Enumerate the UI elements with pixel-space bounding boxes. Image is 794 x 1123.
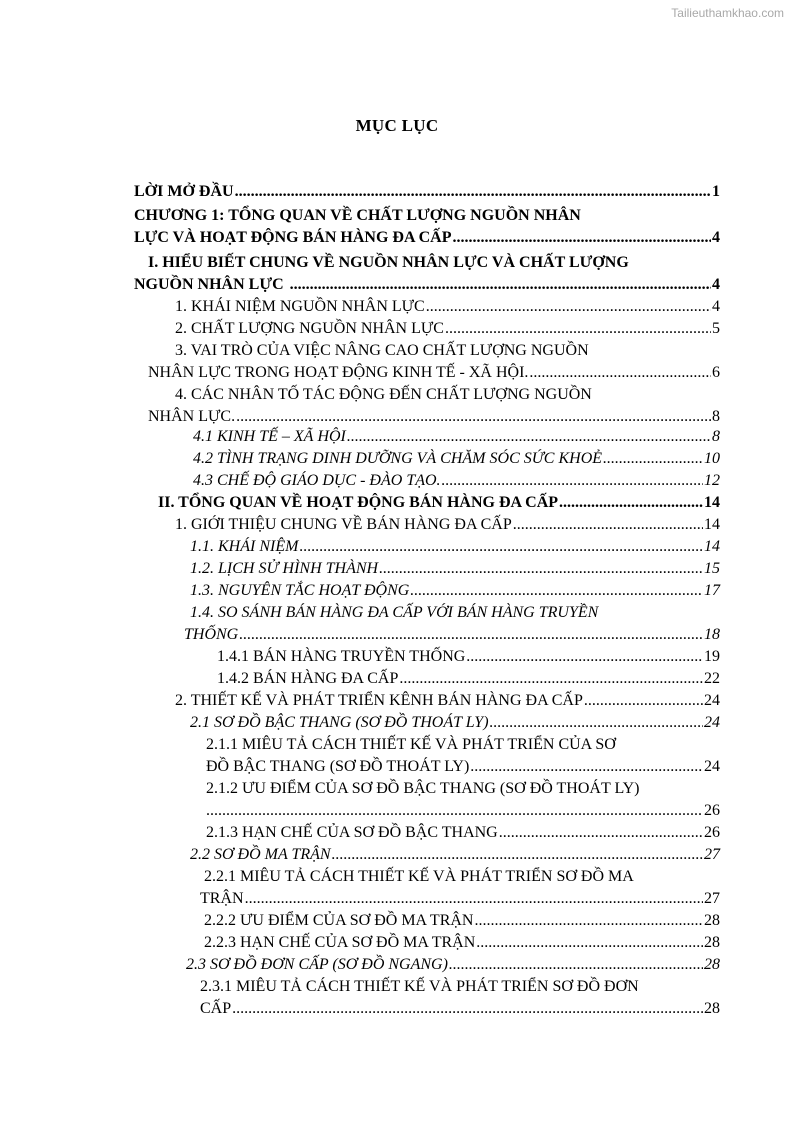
toc-entry-title: 2. CHẤT LƯỢNG NGUỒN NHÂN LỰC bbox=[175, 320, 444, 337]
toc-entry[interactable] bbox=[175, 514, 720, 536]
toc-entry-title: 2.1 SƠ ĐỒ BẬC THANG (SƠ ĐỒ THOÁT LY) bbox=[190, 714, 489, 731]
toc-entry-title: 4.1 KINH TẾ – XÃ HỘI bbox=[193, 428, 346, 445]
toc-entry-title: 1.1. KHÁI NIỆM bbox=[190, 538, 299, 555]
toc-entry[interactable] bbox=[193, 470, 720, 492]
toc-entry-title-cont: CẤP bbox=[200, 1000, 232, 1017]
toc-page-number: 24 bbox=[704, 714, 720, 731]
toc-page-number: 27 bbox=[704, 890, 720, 907]
toc-entry-title-cont: ĐỒ BẬC THANG (SƠ ĐỒ THOÁT LY) bbox=[206, 758, 470, 775]
toc-entry-title: 1.3. NGUYÊN TẮC HOẠT ĐỘNG bbox=[190, 582, 410, 599]
toc-page-number: 4 bbox=[712, 229, 720, 246]
toc-page-number: 14 bbox=[704, 516, 720, 533]
toc-entry-title: II. TỔNG QUAN VỀ HOẠT ĐỘNG BÁN HÀNG ĐA CẤP bbox=[158, 494, 559, 511]
toc-page-number: 26 bbox=[704, 824, 720, 841]
watermark: Tailieuthamkhao.com bbox=[671, 6, 784, 20]
toc-page-number: 8 bbox=[712, 408, 720, 425]
toc-entry-title-cont: THỐNG bbox=[184, 626, 239, 643]
toc-entry[interactable] bbox=[175, 318, 720, 340]
toc-page-number: 22 bbox=[704, 670, 720, 687]
toc-entry[interactable] bbox=[217, 668, 720, 690]
toc-page-number: 15 bbox=[704, 560, 720, 577]
toc-page-number: 26 bbox=[704, 802, 720, 819]
toc-entry-title: CHƯƠNG 1: TỔNG QUAN VỀ CHẤT LƯỢNG NGUỒN NHÂN bbox=[134, 207, 581, 224]
toc-entry-title: 2.2.1 MIÊU TẢ CÁCH THIẾT KẾ VÀ PHÁT TRIỂN SƠ ĐỒ MA bbox=[204, 868, 634, 885]
toc-entry[interactable] bbox=[190, 712, 720, 734]
toc-page-number: 4 bbox=[712, 276, 720, 293]
toc-entry[interactable] bbox=[134, 181, 720, 203]
toc-entry[interactable] bbox=[175, 690, 720, 712]
toc-entry-title: 1.4. SO SÁNH BÁN HÀNG ĐA CẤP VỚI BÁN HÀNG TRUYỀN bbox=[190, 604, 599, 621]
toc-entry-title: 2.2.3 HẠN CHẾ CỦA SƠ ĐỒ MA TRẬN bbox=[204, 934, 476, 951]
toc-entry[interactable] bbox=[134, 205, 720, 249]
toc-entry-title: 1. KHÁI NIỆM NGUỒN NHÂN LỰC bbox=[175, 298, 425, 315]
toc-page-number: 28 bbox=[704, 934, 720, 951]
toc-page-number: 27 bbox=[704, 846, 720, 863]
toc-entry[interactable] bbox=[193, 426, 720, 448]
toc-entry[interactable] bbox=[206, 778, 720, 822]
toc-page-number: 4 bbox=[712, 298, 720, 315]
toc-entry[interactable] bbox=[204, 932, 720, 954]
toc-entry[interactable] bbox=[190, 558, 720, 580]
toc-page-number: 18 bbox=[704, 626, 720, 643]
toc-entry-title: 2.1.1 MIÊU TẢ CÁCH THIẾT KẾ VÀ PHÁT TRIỂN CỦA SƠ bbox=[206, 736, 616, 753]
toc-entry[interactable] bbox=[134, 252, 720, 296]
toc-entry-title: 2.2.2 ƯU ĐIỂM CỦA SƠ ĐỒ MA TRẬN bbox=[204, 912, 474, 929]
toc-page-number: 28 bbox=[704, 912, 720, 929]
toc-entry[interactable] bbox=[204, 910, 720, 932]
toc-entry[interactable] bbox=[193, 448, 720, 470]
toc-entry-title: 2.1.2 ƯU ĐIỂM CỦA SƠ ĐỒ BẬC THANG (SƠ ĐỒ THOÁT LY) bbox=[206, 780, 640, 797]
toc-page-number: 1 bbox=[712, 183, 720, 200]
toc-entry[interactable] bbox=[206, 734, 720, 778]
toc-entry-title-cont: NGUỒN NHÂN LỰC bbox=[134, 276, 284, 293]
toc-entry-title-cont: NHÂN LỰC. bbox=[148, 408, 236, 425]
toc-entry-title: 1.4.2 BÁN HÀNG ĐA CẤP bbox=[217, 670, 399, 687]
toc-page-number: 28 bbox=[704, 1000, 720, 1017]
toc-entry-title: 1. GIỚI THIỆU CHUNG VỀ BÁN HÀNG ĐA CẤP bbox=[175, 516, 512, 533]
toc-page-number: 19 bbox=[704, 648, 720, 665]
toc-entry[interactable] bbox=[206, 822, 720, 844]
toc-page-number: 12 bbox=[704, 472, 720, 489]
toc-entry-title: 2.3 SƠ ĐỒ ĐƠN CẤP (SƠ ĐỒ NGANG) bbox=[186, 956, 448, 973]
toc-entry-title: 2.1.3 HẠN CHẾ CỦA SƠ ĐỒ BẬC THANG bbox=[206, 824, 498, 841]
toc-entry-title: LỜI MỞ ĐẦU bbox=[134, 183, 234, 200]
toc-entry-title: I. HIỂU BIẾT CHUNG VỀ NGUỒN NHÂN LỰC VÀ CHẤT LƯỢNG bbox=[148, 254, 629, 271]
toc-entry-title: 4. CÁC NHÂN TỐ TÁC ĐỘNG ĐẾN CHẤT LƯỢNG NGUỒN bbox=[175, 386, 592, 403]
toc-entry-title: 1.4.1 BÁN HÀNG TRUYỀN THỐNG bbox=[217, 648, 466, 665]
toc-page-number: 14 bbox=[704, 494, 720, 511]
toc-entry-title-cont: TRẬN bbox=[200, 890, 244, 907]
toc-entry-title: 3. VAI TRÒ CỦA VIỆC NÂNG CAO CHẤT LƯỢNG NGUỒN bbox=[175, 342, 589, 359]
toc-page-number: 6 bbox=[712, 364, 720, 381]
toc-entry-title: 2.2 SƠ ĐỒ MA TRẬN bbox=[190, 846, 331, 863]
toc-page-number: 24 bbox=[704, 692, 720, 709]
toc-entry[interactable] bbox=[158, 492, 720, 514]
toc-page-number: 17 bbox=[704, 582, 720, 599]
toc-page-number: 28 bbox=[704, 956, 720, 973]
toc-entry[interactable] bbox=[175, 296, 720, 318]
toc-entry[interactable] bbox=[200, 976, 720, 1020]
toc-entry-title: 2.3.1 MIÊU TẢ CÁCH THIẾT KẾ VÀ PHÁT TRIỂN SƠ ĐỒ ĐƠN bbox=[200, 978, 639, 995]
toc-page-number: 5 bbox=[712, 320, 720, 337]
toc-page-number: 10 bbox=[704, 450, 720, 467]
toc-entry-title-cont: LỰC VÀ HOẠT ĐỘNG BÁN HÀNG ĐA CẤP bbox=[134, 229, 452, 246]
toc-entry[interactable] bbox=[148, 340, 720, 384]
toc-entry[interactable] bbox=[184, 602, 720, 646]
toc-entry[interactable] bbox=[190, 536, 720, 558]
toc-entry[interactable] bbox=[190, 580, 720, 602]
page-title: MỤC LỤC bbox=[355, 116, 439, 135]
toc-entry-title-cont: NHÂN LỰC TRONG HOẠT ĐỘNG KINH TẾ - XÃ HỘI. bbox=[148, 364, 529, 381]
toc-entry[interactable] bbox=[190, 844, 720, 866]
toc-entry[interactable] bbox=[148, 384, 720, 428]
toc-entry[interactable] bbox=[200, 866, 720, 910]
toc-entry-title: 4.2 TÌNH TRẠNG DINH DƯỠNG VÀ CHĂM SÓC SỨC KHOẺ bbox=[193, 450, 603, 467]
toc-entry-title: 4.3 CHẾ ĐỘ GIÁO DỤC - ĐÀO TẠO. bbox=[193, 472, 441, 489]
toc-entry-title: 2. THIẾT KẾ VÀ PHÁT TRIỂN KÊNH BÁN HÀNG ĐA CẤP bbox=[175, 692, 583, 709]
toc-page-number: 8 bbox=[712, 428, 720, 445]
toc-entry[interactable] bbox=[186, 954, 720, 976]
toc-entry[interactable] bbox=[217, 646, 720, 668]
toc-page-number: 24 bbox=[704, 758, 720, 775]
toc-entry-title: 1.2. LỊCH SỬ HÌNH THÀNH bbox=[190, 560, 379, 577]
toc-page-number: 14 bbox=[704, 538, 720, 555]
